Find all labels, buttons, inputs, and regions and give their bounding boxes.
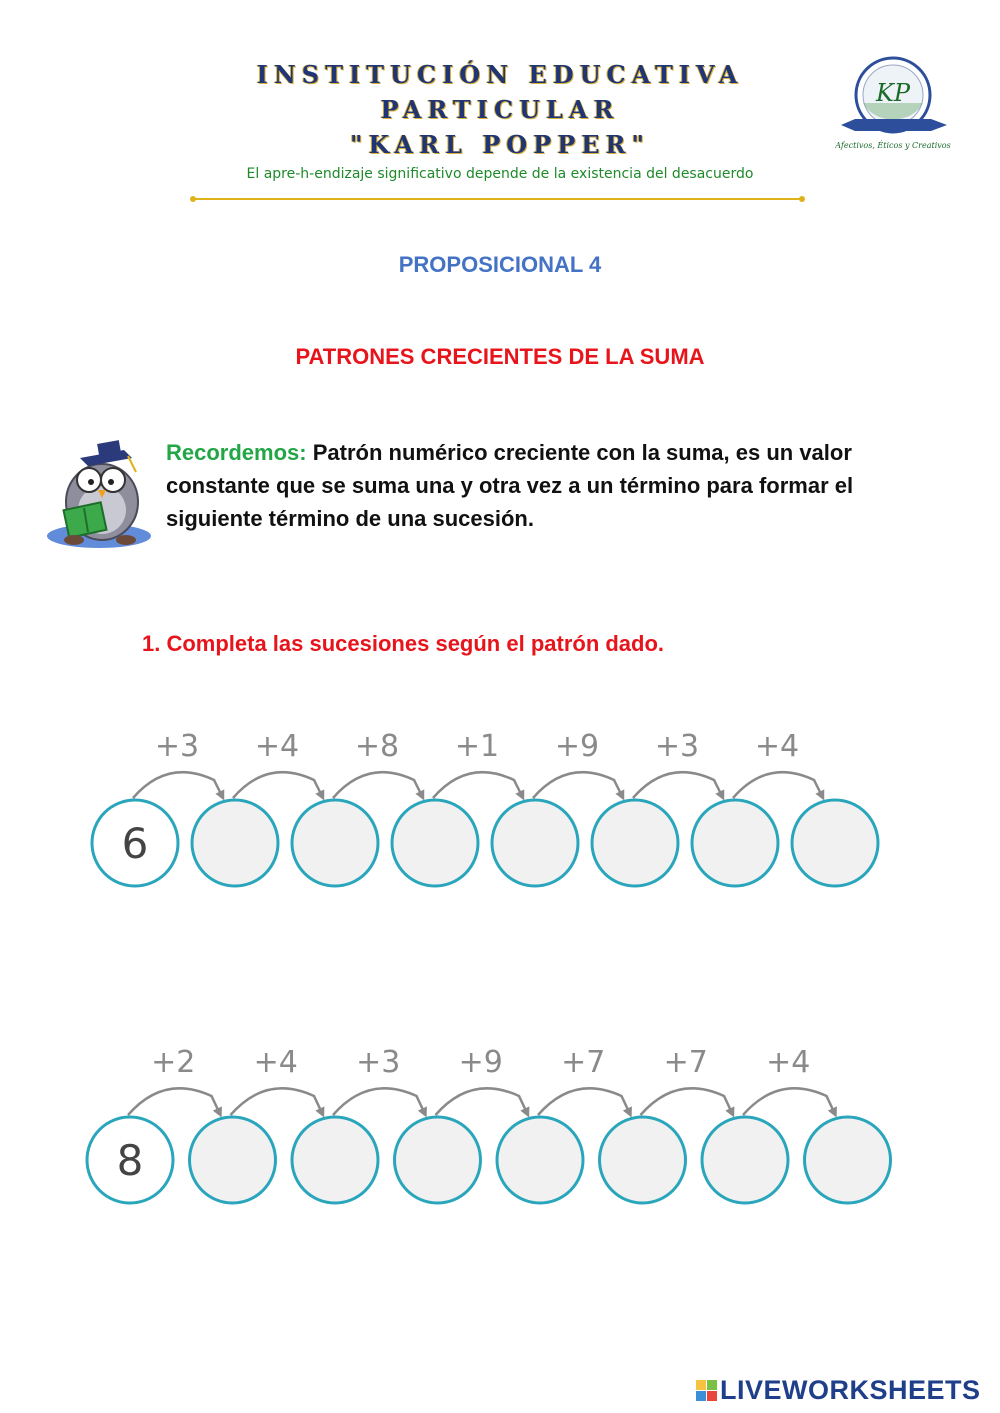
sequence-1 [0,720,1000,900]
reminder-paragraph [166,436,886,535]
step-arrow [436,1088,528,1115]
step-label: +1 [454,729,500,764]
step-arrow [733,772,822,798]
sequence-2 [0,1036,1000,1216]
school-name-line-3: "KARL POPPER" [350,130,650,159]
exercise-instruction: 1. Completa las sucesiones según el patrón dado. [142,631,665,656]
answer-circle[interactable] [292,1117,378,1203]
answer-circle[interactable] [805,1117,891,1203]
answer-circle[interactable] [600,1117,686,1203]
reminder-text: Patrón numérico creciente con la suma, es un valor constante que se suma una y otra vez a un término para formar el siguiente término de una sucesión. [166,440,854,531]
answer-circle[interactable] [497,1117,583,1203]
answer-circle[interactable] [702,1117,788,1203]
logo-monogram: KP [875,79,911,107]
step-label: +3 [654,729,700,764]
start-term-value: 8 [116,1136,144,1185]
reminder-label: Recordemos: [166,440,307,465]
answer-circle[interactable] [395,1117,481,1203]
step-arrow [641,1088,733,1115]
header-divider [190,196,805,199]
school-motto: El apre-h-endizaje significativo depende de la existencia del desacuerdo [246,166,754,182]
step-arrow [333,1088,425,1115]
school-name-line-2: PARTICULAR [380,95,620,124]
answer-circle[interactable] [492,800,578,886]
step-label: +9 [458,1045,503,1080]
school-name-line-1: INSTITUCIÓN EDUCATIVA [256,60,744,89]
step-label: +4 [254,729,300,764]
answer-circle[interactable] [392,800,478,886]
start-term-value: 6 [121,819,149,868]
step-label: +7 [561,1045,606,1080]
answer-circle[interactable] [192,800,278,886]
liveworksheets-cube-icon [696,1380,717,1401]
step-label: +4 [766,1045,811,1080]
owl-reading-illustration [44,428,159,553]
step-arrow [538,1088,630,1115]
answer-circle[interactable] [792,800,878,886]
step-arrow [533,772,622,798]
answer-circle[interactable] [692,800,778,886]
step-arrow [743,1088,835,1115]
answer-circle[interactable] [292,800,378,886]
step-arrow [333,772,422,798]
step-label: +3 [356,1045,401,1080]
unit-title: PROPOSICIONAL 4 [398,252,602,277]
step-arrow [133,772,222,798]
answer-circle[interactable] [592,800,678,886]
step-label: +4 [253,1045,298,1080]
step-arrow [433,772,522,798]
step-label: +3 [154,729,200,764]
step-label: +7 [663,1045,708,1080]
liveworksheets-logo [696,1375,981,1406]
school-logo [835,55,953,155]
answer-circle[interactable] [190,1117,276,1203]
step-arrow [233,772,322,798]
step-arrow [128,1088,220,1115]
step-label: +9 [554,729,600,764]
step-label: +2 [151,1045,196,1080]
step-arrow [633,772,722,798]
step-arrow [231,1088,323,1115]
step-label: +4 [754,729,800,764]
logo-caption: Afectivos, Éticos y Creativos [835,141,951,150]
step-label: +8 [354,729,400,764]
footer-brand: LIVEWORKSHEETS [720,1375,981,1405]
topic-title: PATRONES CRECIENTES DE LA SUMA [295,344,705,369]
